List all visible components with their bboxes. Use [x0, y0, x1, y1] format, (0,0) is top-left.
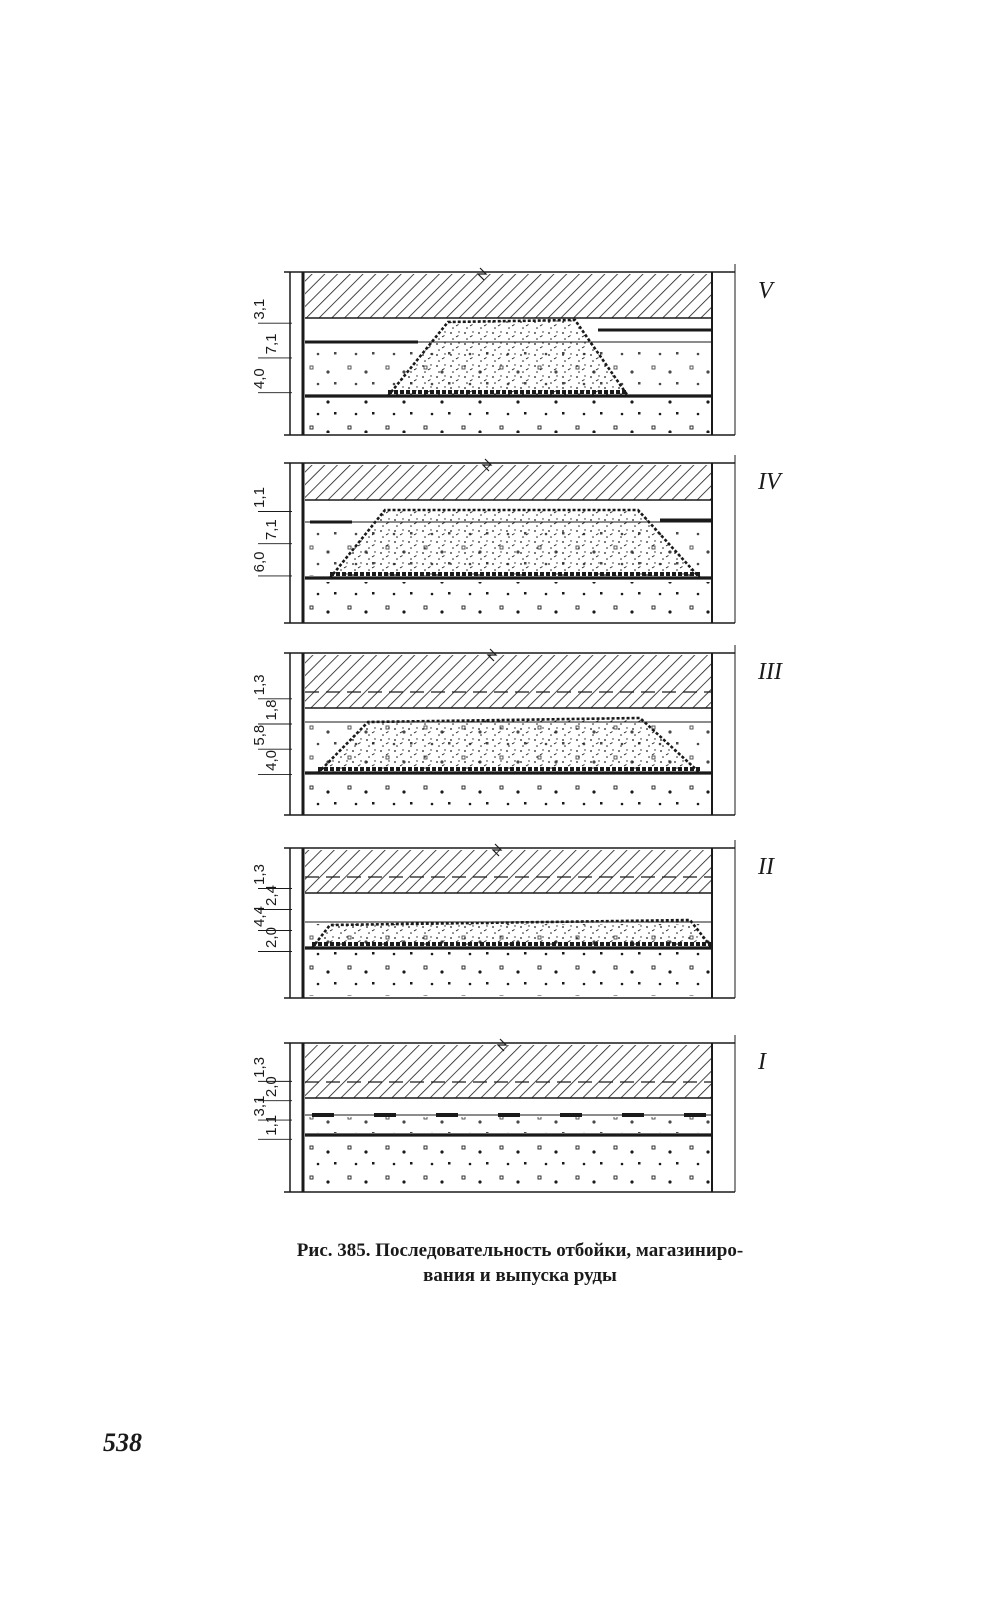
dimension-label: 7,1	[263, 519, 280, 541]
dimension-label: 2,4	[263, 885, 280, 906]
dimension-label: 5,8	[251, 724, 268, 746]
lower-fill-texture	[307, 400, 710, 433]
hanging-wall-hatch	[305, 465, 712, 500]
dimension-label: 1,8	[263, 699, 280, 721]
dimension-label: 4,4	[251, 906, 268, 927]
panel-ii	[251, 840, 775, 998]
broken-ore-pile	[388, 320, 628, 396]
dimension-label: 4,0	[251, 368, 268, 390]
rail-tie	[436, 1113, 458, 1117]
dimension-label: 2,0	[263, 1076, 280, 1098]
panel-roman-label: IV	[758, 469, 781, 495]
lower-fill-texture	[307, 1139, 710, 1190]
dimension-label: 6,0	[251, 551, 268, 573]
rail-tie	[374, 1113, 396, 1117]
dimension-label: 3,1	[251, 1095, 268, 1117]
lower-fill-texture	[307, 582, 710, 621]
lower-fill-texture	[307, 777, 710, 813]
dimension-label: 1,3	[251, 864, 268, 885]
panel-iv	[251, 455, 783, 623]
hanging-wall-hatch	[305, 274, 712, 318]
dimension-label: 1,3	[251, 1056, 268, 1078]
dimension-label: 2,0	[263, 927, 280, 948]
rail-tie	[312, 1113, 334, 1117]
ore-body-texture	[307, 1117, 710, 1133]
figure-caption	[200, 1238, 840, 1288]
hanging-wall-hatch	[305, 655, 712, 708]
dimension-label: 1,3	[251, 674, 268, 696]
hanging-wall-hatch	[305, 850, 712, 893]
dimension-label: 4,0	[263, 749, 280, 771]
rail-tie	[560, 1113, 582, 1117]
dimension-label: 7,1	[263, 333, 280, 355]
panel-roman-label: V	[758, 278, 773, 304]
rail-tie	[684, 1113, 706, 1117]
panel-i	[251, 1035, 767, 1192]
hanging-wall-hatch	[305, 1045, 712, 1098]
panel-iii	[251, 645, 783, 815]
caption-line-2: вания и выпуска руды	[423, 1265, 617, 1286]
broken-ore-pile	[318, 718, 700, 773]
panel-roman-label: III	[758, 659, 782, 685]
dimension-label: 1,1	[263, 1114, 280, 1136]
broken-ore-pile	[330, 510, 700, 578]
dimension-label: 1,1	[251, 487, 268, 508]
dimension-label: 3,1	[251, 298, 268, 320]
page-number: 538	[103, 1428, 142, 1457]
caption-line-1: Рис. 385. Последовательность отбойки, магазиниро-	[296, 1240, 744, 1261]
panel-roman-label: II	[758, 854, 774, 880]
lower-fill-texture	[307, 952, 710, 996]
rail-tie	[498, 1113, 520, 1117]
panel-v	[251, 264, 775, 435]
panel-roman-label: I	[758, 1049, 766, 1075]
rail-tie	[622, 1113, 644, 1117]
